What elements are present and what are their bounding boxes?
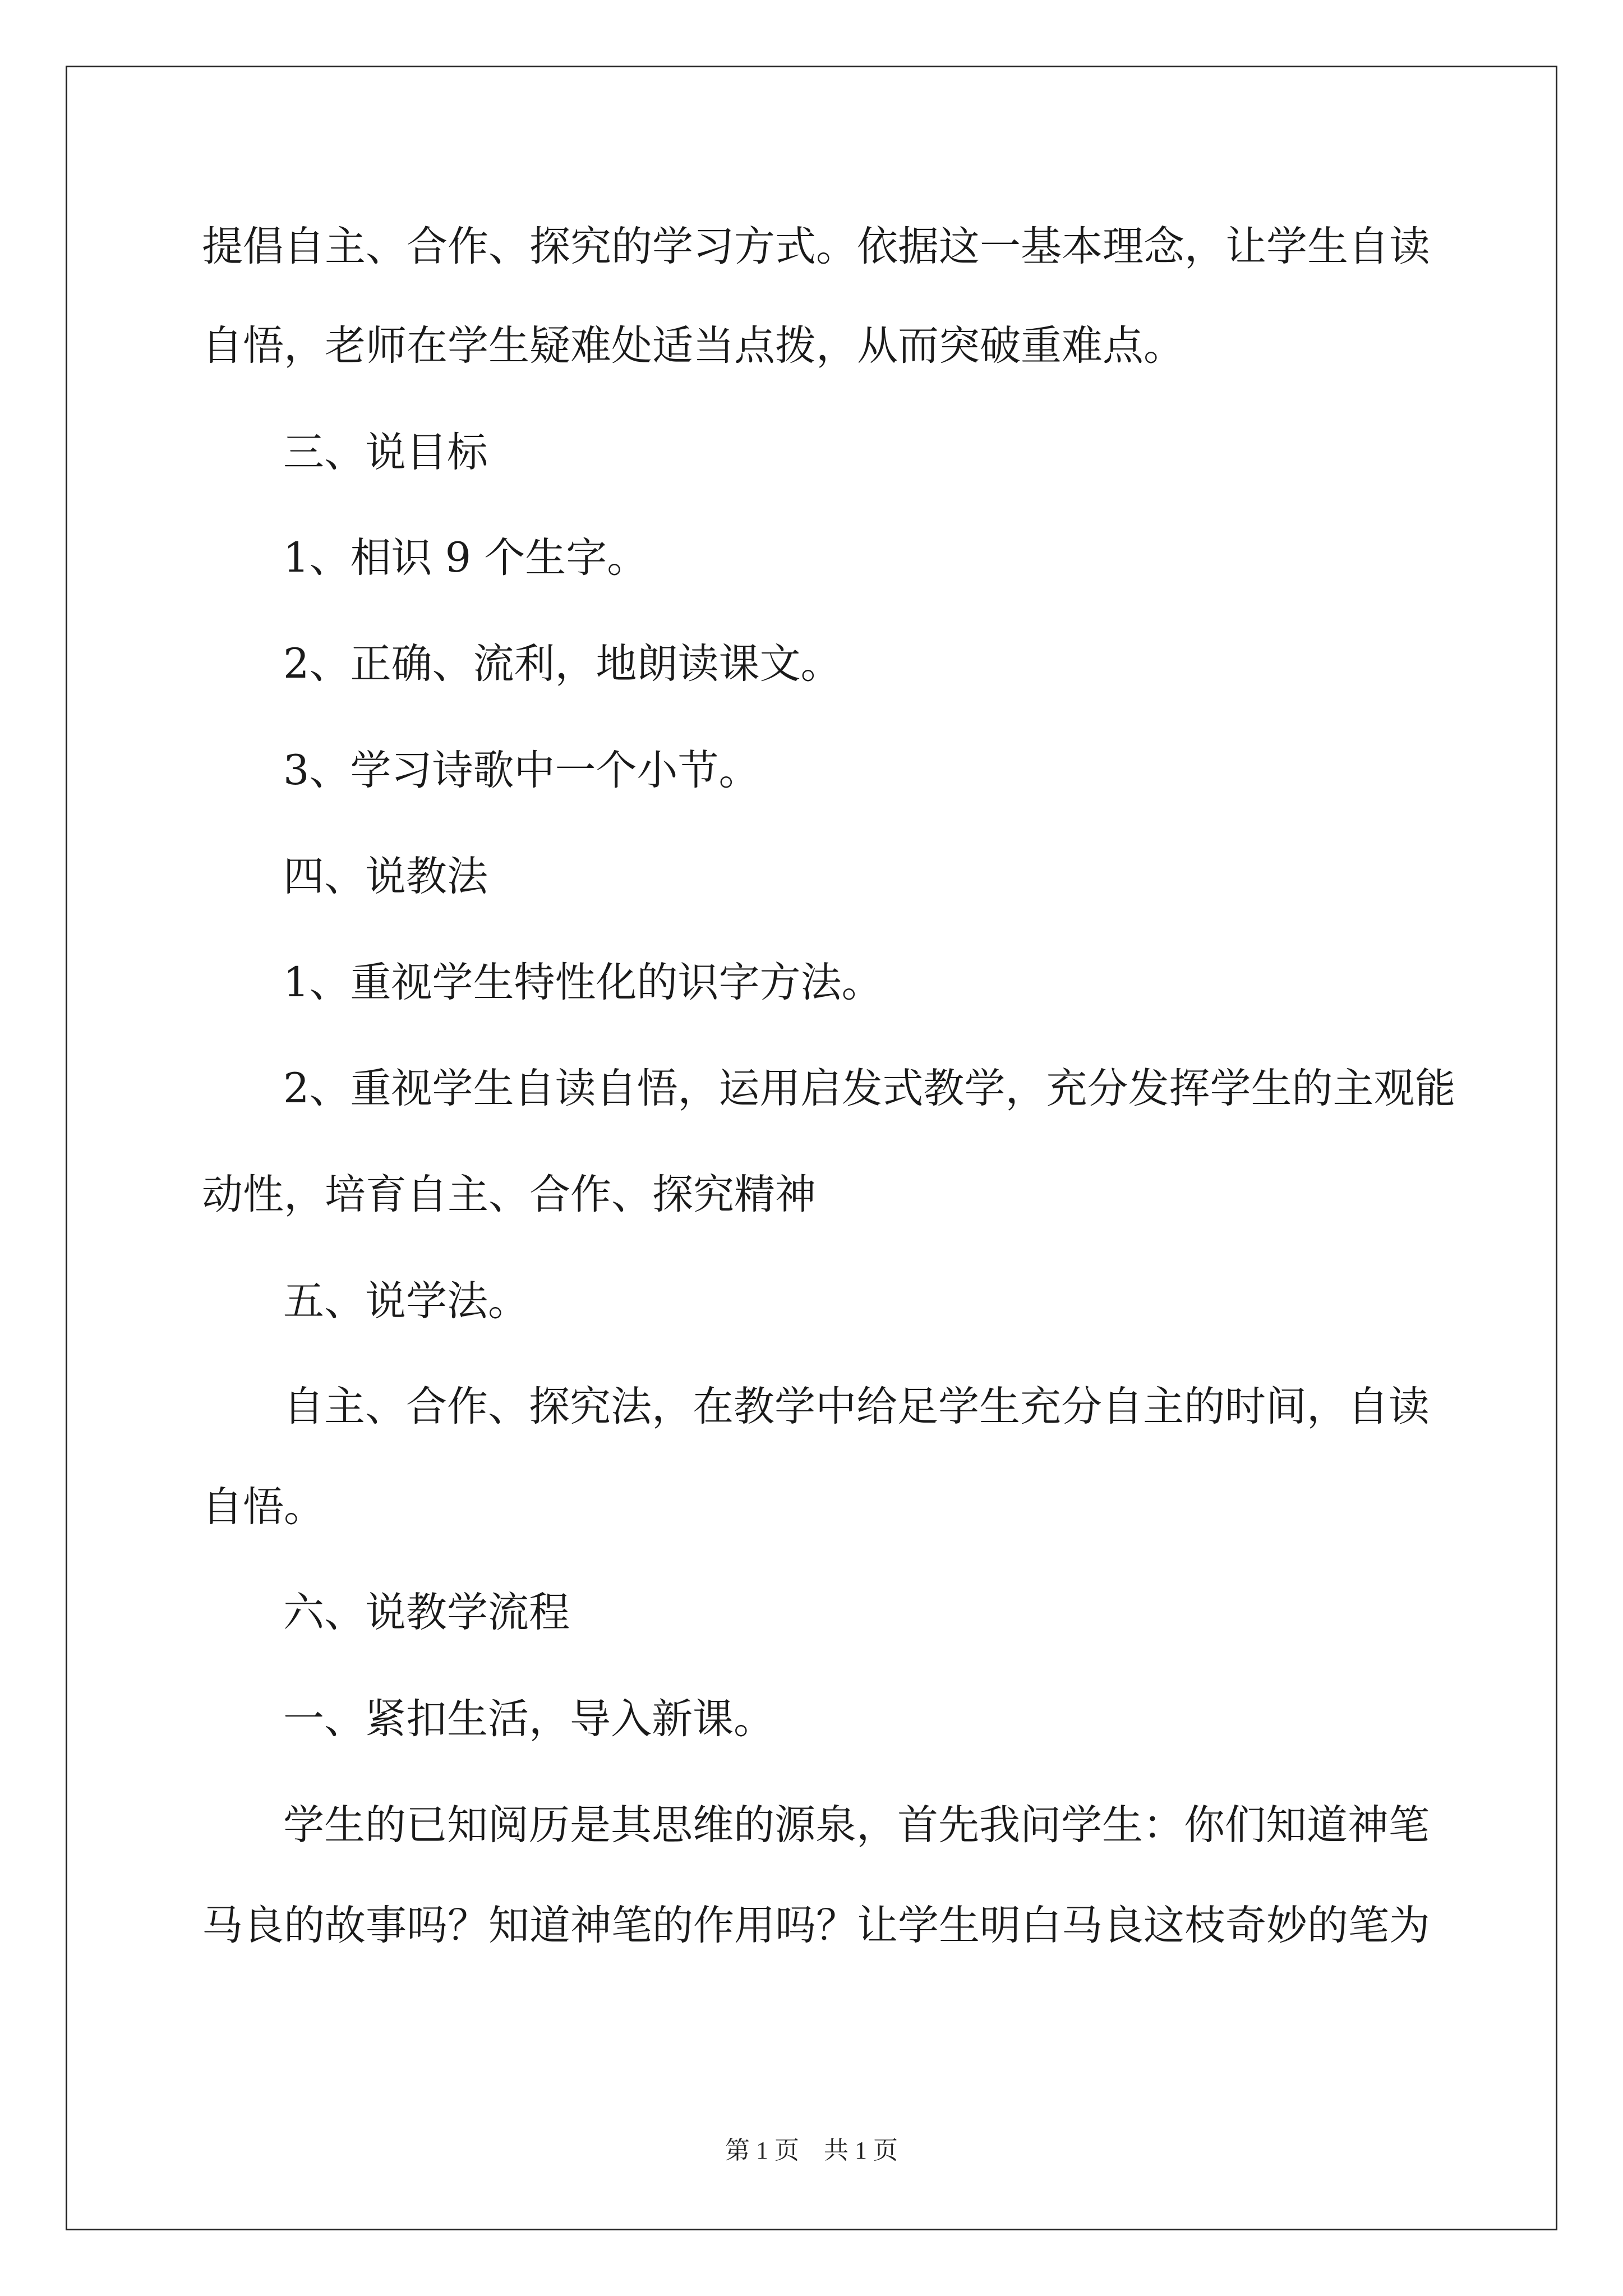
paragraph-line: 自悟，老师在学生疑难处适当点拨，从而突破重难点。 — [202, 322, 1184, 370]
paragraph-line: 学生的已知阅历是其思维的源泉，首先我问学生：你们知道神笔 — [283, 1801, 1430, 1849]
list-item: 2、正确、流利，地朗读课文。 — [283, 640, 842, 688]
paragraph-line: 马良的故事吗？知道神笔的作用吗？让学生明白马良这枝奇妙的笔为 — [202, 1902, 1430, 1949]
paragraph-line: 自主、合作、探究法，在教学中给足学生充分自主的时间，自读 — [283, 1383, 1430, 1430]
list-item: 1、重视学生特性化的识字方法。 — [283, 959, 883, 1006]
section-heading: 六、说教学流程 — [283, 1589, 570, 1636]
section-heading: 五、说学法。 — [283, 1277, 529, 1325]
section-heading: 四、说教法 — [283, 853, 488, 900]
paragraph-line: 自悟。 — [202, 1483, 325, 1531]
page-number-footer: 第 1 页 共 1 页 — [725, 2137, 898, 2164]
list-item: 1、相识 9 个生字。 — [283, 534, 648, 582]
list-item: 3、学习诗歌中一个小节。 — [283, 747, 760, 794]
paragraph-line: 提倡自主、合作、探究的学习方式。依据这一基本理念，让学生自读 — [202, 223, 1430, 270]
paragraph-line: 动性，培育自主、合作、探究精神 — [202, 1171, 816, 1218]
list-item: 2、重视学生自读自悟，运用启发式教学，充分发挥学生的主观能 — [283, 1065, 1456, 1112]
subsection-heading: 一、紧扣生活，导入新课。 — [283, 1695, 774, 1743]
section-heading: 三、说目标 — [283, 429, 488, 476]
